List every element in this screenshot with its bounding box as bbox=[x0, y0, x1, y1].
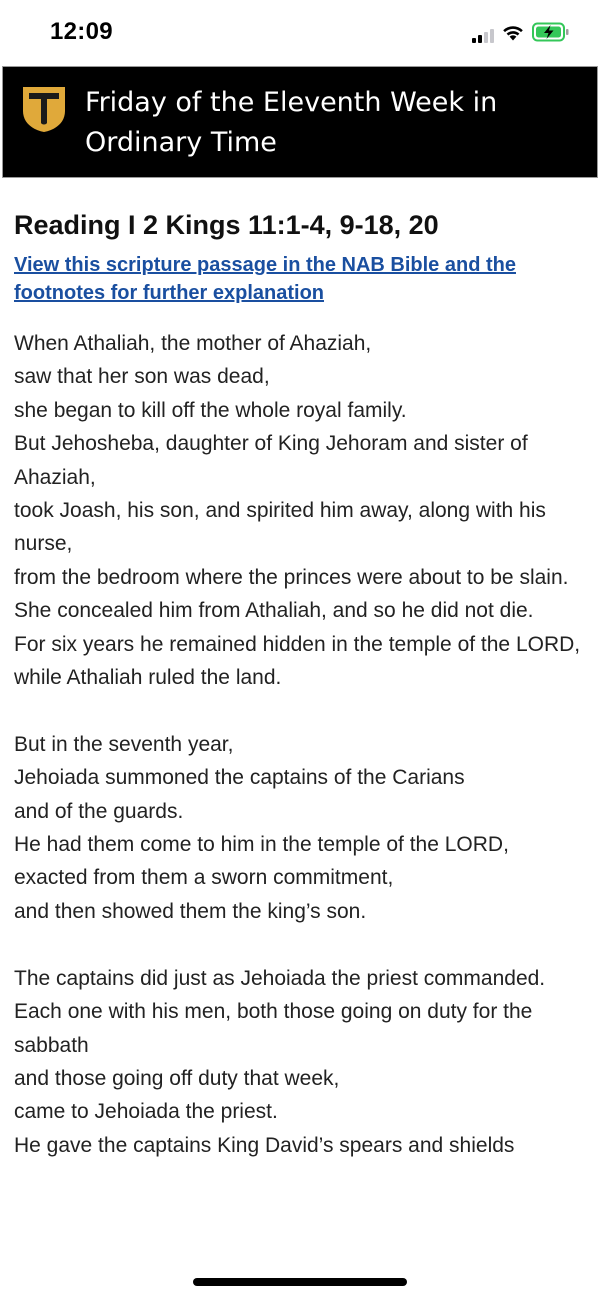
status-bar bbox=[0, 0, 600, 64]
passage-line: saw that her son was dead, bbox=[14, 365, 270, 389]
passage-line: But Jehosheba, daughter of King Jehoram and sister of Ahaziah, bbox=[14, 432, 528, 489]
passage-line: She concealed him from Athaliah, and so he did not die. bbox=[14, 599, 534, 623]
status-icons bbox=[472, 22, 570, 47]
passage-line: He gave the captains King David’s spears and shields bbox=[14, 1133, 515, 1157]
passage-line: and those going off duty that week, bbox=[14, 1066, 340, 1090]
stanza bbox=[14, 962, 590, 1162]
wifi-icon bbox=[502, 24, 524, 46]
passage-line: exacted from them a sworn commitment, bbox=[14, 866, 394, 890]
passage-line: The captains did just as Jehoiada the priest commanded. bbox=[14, 966, 546, 990]
tau-cross-shield-icon[interactable] bbox=[21, 85, 67, 133]
scripture-passage bbox=[14, 327, 590, 1162]
status-time: 12:09 bbox=[50, 18, 113, 45]
reading-citation: 2 Kings 11:1-4, 9-18, 20 bbox=[143, 210, 439, 240]
header-banner bbox=[2, 66, 598, 178]
reading-content bbox=[14, 205, 590, 1196]
passage-line: while Athaliah ruled the land. bbox=[14, 666, 282, 690]
passage-line: For six years he remained hidden in the temple of the LORD, bbox=[14, 632, 581, 656]
nab-bible-link[interactable]: View this scripture passage in the NAB Bible and the footnotes for further explanation bbox=[14, 254, 516, 304]
passage-line: took Joash, his son, and spirited him away, along with his nurse, bbox=[14, 499, 546, 556]
cellular-signal-icon bbox=[472, 27, 494, 43]
passage-line: Jehoiada summoned the captains of the Carians bbox=[14, 766, 465, 790]
passage-line: she began to kill off the whole royal family. bbox=[14, 398, 407, 422]
passage-line: When Athaliah, the mother of Ahaziah, bbox=[14, 332, 372, 355]
passage-line: came to Jehoiada the priest. bbox=[14, 1100, 278, 1124]
battery-charging-icon bbox=[532, 22, 570, 47]
passage-line: He had them come to him in the temple of the LORD, bbox=[14, 833, 509, 857]
stanza bbox=[14, 728, 590, 928]
passage-line: from the bedroom where the princes were about to be slain. bbox=[14, 565, 569, 589]
page-title: Friday of the Eleventh Week in Ordinary Time bbox=[85, 87, 498, 158]
reading-label: Reading I bbox=[14, 210, 136, 240]
home-indicator[interactable] bbox=[193, 1278, 407, 1286]
passage-line: and of the guards. bbox=[14, 799, 184, 823]
stanza bbox=[14, 327, 590, 694]
passage-line: and then showed them the king’s son. bbox=[14, 899, 367, 923]
reading-heading bbox=[14, 205, 590, 245]
passage-line: Each one with his men, both those going on duty for the sabbath bbox=[14, 1000, 533, 1057]
passage-line: But in the seventh year, bbox=[14, 732, 234, 756]
